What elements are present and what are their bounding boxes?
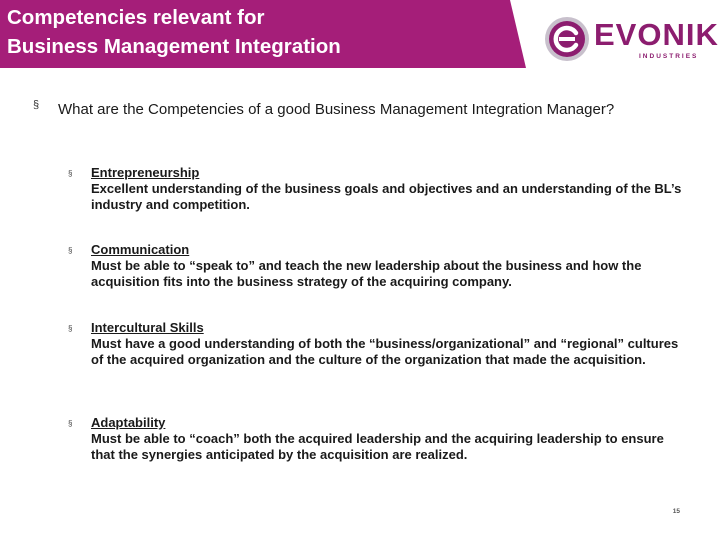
- logo-subtext: INDUSTRIES: [639, 53, 699, 60]
- item-bullet: §: [68, 169, 73, 178]
- competency-item: [68, 242, 691, 291]
- page-number: 15: [672, 508, 680, 515]
- slide-title-line-2: Business Management Integration: [7, 35, 341, 58]
- competency-heading: Entrepreneurship: [91, 165, 200, 180]
- competency-item: [68, 415, 691, 464]
- item-bullet: §: [68, 324, 73, 333]
- logo-wordmark: EVONIK: [594, 17, 719, 52]
- competency-item: [68, 320, 691, 369]
- competency-description: Must be able to “coach” both the acquired leadership and the acquiring leadership to ensure that the synergies anticipated by the acquisition are realized.: [91, 431, 664, 463]
- slide-title: [7, 3, 507, 61]
- question-bullet: §: [33, 99, 40, 111]
- evonik-logo-icon: [544, 16, 590, 62]
- competency-heading: Adaptability: [91, 415, 166, 430]
- competency-description: Excellent understanding of the business goals and objectives and an understanding of the BL’s industry and competition.: [91, 181, 682, 213]
- slide-title-line-1: Competencies relevant for: [7, 6, 265, 29]
- competency-heading: Communication: [91, 242, 190, 257]
- competency-description: Must be able to “speak to” and teach the new leadership about the business and how the acquisition fits into the business strategy of the acquiring company.: [91, 258, 642, 290]
- competency-description: Must have a good understanding of both the “business/organizational” and “regional” cultures of the acquired organization and the culture of the organization that made the acquisition.: [91, 336, 679, 368]
- item-bullet: §: [68, 419, 73, 428]
- question-text: What are the Competencies of a good Business Management Integration Manager?: [58, 101, 615, 118]
- competency-heading: Intercultural Skills: [91, 320, 204, 335]
- item-bullet: §: [68, 246, 73, 255]
- evonik-logo: [544, 16, 719, 68]
- competency-item: [68, 165, 691, 214]
